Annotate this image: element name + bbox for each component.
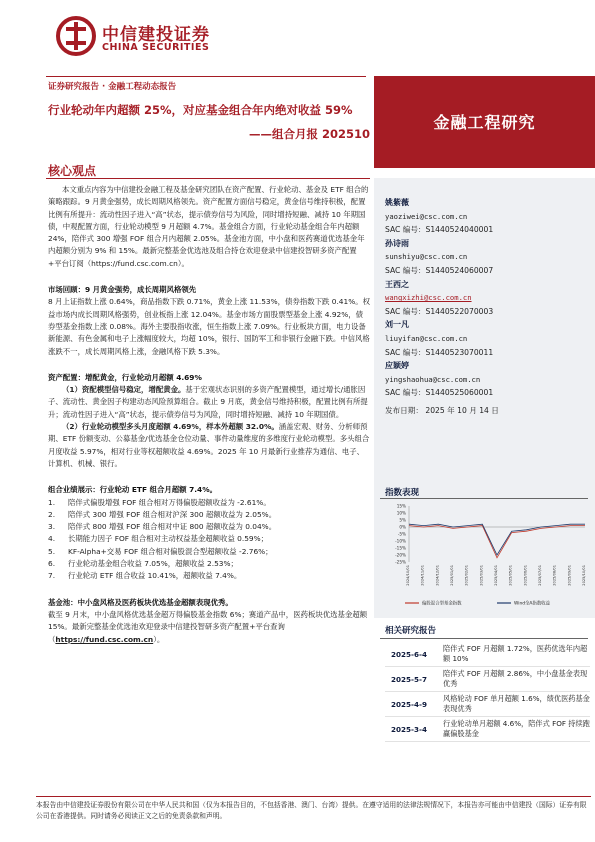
related-title: 陪伴式 FOF 月超额 1.72%，医药优选年内超额 10% bbox=[443, 644, 588, 663]
y-tick-label: -15% bbox=[395, 545, 406, 551]
table-row[interactable] bbox=[385, 667, 590, 692]
list-item-number: 1. bbox=[48, 497, 56, 507]
table-row[interactable] bbox=[385, 692, 590, 717]
allocation-p2-body: 涵盖宏观、财务、分析师预期、ETF 份额变动、公募基金/优选基金仓位动量、事件动量维度的多维度行业轮动模型。多头组合月度收益 5.97%，相对行业等权超额收益 4.69%。2025 年 10 月最新行业推荐为通信、电子、计算机、机械、银行。 bbox=[48, 422, 370, 468]
list-item bbox=[48, 558, 370, 570]
series-line-1 bbox=[409, 524, 585, 555]
index-heading: 指数表现 bbox=[385, 488, 420, 498]
footer-divider bbox=[36, 796, 591, 797]
index-divider bbox=[380, 498, 588, 499]
related-date: 2025-6-4 bbox=[391, 649, 427, 659]
allocation-paragraph-2 bbox=[48, 421, 370, 470]
related-date: 2025-4-9 bbox=[391, 699, 427, 709]
series-line-0 bbox=[409, 526, 585, 558]
allocation-paragraph-1 bbox=[48, 384, 370, 421]
pool-paragraph bbox=[48, 609, 370, 646]
core-divider bbox=[46, 178, 370, 179]
x-tick-label: 2025/05/01 bbox=[508, 565, 513, 586]
related-date: 2025-3-4 bbox=[391, 724, 427, 734]
analyst-sac: SAC 编号：S1440525060001 bbox=[385, 388, 494, 398]
report-headline: 行业轮动年内超额 25%，对应基金组合年内绝对收益 59% bbox=[48, 103, 353, 117]
list-item-number: 5. bbox=[48, 546, 56, 556]
x-tick-label: 2025/08/01 bbox=[552, 565, 557, 586]
analyst-card bbox=[385, 196, 590, 237]
market-heading: 市场回顾：9 月黄金强势，成长周期风格领先 bbox=[48, 285, 197, 295]
pool-body: 截至 9 月末，中小盘风格优选基金超万得偏股基金指数 6%；赛道产品中，医药板块优选基金超额 15%。最新完整基金优选池欢迎登录中信建投智研多资产配置+平台查询（ bbox=[48, 609, 368, 644]
list-item-text: 陪伴式 800 增强 FOF 组合相对中证 800 超额收益为 0.04%。 bbox=[68, 522, 277, 532]
portfolio-heading: 组合业绩展示：行业轮动 ETF 组合月超额 7.4%。 bbox=[48, 485, 217, 495]
disclaimer-footer: 本报告由中信建投证券股份有限公司在中华人民共和国（仅为本报告目的，不包括香港、澳门、台湾）提供。在遵守适用的法律法规情况下，本报告亦可能由中信建投（国际）证券有限公司在香港提供。同时请务必阅读正文之后的免责条款和声明。 bbox=[36, 801, 587, 820]
x-tick-label: 2024/11/01 bbox=[420, 565, 425, 586]
x-tick-label: 2025/03/01 bbox=[479, 565, 484, 586]
y-tick-label: -5% bbox=[397, 531, 406, 537]
y-tick-label: -25% bbox=[395, 559, 406, 565]
company-name-en: CHINA SECURITIES bbox=[102, 42, 210, 53]
allocation-heading: 资产配置：增配黄金，行业轮动月超额 4.69% bbox=[48, 372, 202, 382]
fund-platform-link[interactable]: https://fund.csc.com.cn bbox=[55, 634, 154, 644]
analyst-sac: SAC 编号：S1440524060007 bbox=[385, 265, 494, 275]
y-tick-label: 15% bbox=[396, 503, 406, 509]
analyst-name: 王西之 bbox=[385, 279, 409, 289]
pool-tail: ）。 bbox=[153, 634, 165, 644]
list-item bbox=[48, 533, 370, 545]
company-name-cn: 中信建投证券 bbox=[102, 25, 210, 45]
analyst-card bbox=[385, 278, 590, 319]
list-item-number: 4. bbox=[48, 534, 56, 544]
x-tick-label: 2024/10/01 bbox=[406, 565, 410, 586]
list-item-text: 长期能力因子 FOF 组合相对主动权益基金超额收益 0.59%； bbox=[68, 534, 269, 544]
list-item-text: 陪伴式偏股增强 FOF 组合相对万得偏股超额收益为 -2.61%。 bbox=[68, 497, 271, 507]
list-item-text: 行业轮动 ETF 组合收益 10.41%，超额收益 7.4%。 bbox=[68, 571, 242, 581]
section-banner-title: 金融工程研究 bbox=[433, 113, 536, 132]
allocation-p1-label: （1）资配模型信号稳定，增配黄金。 bbox=[62, 385, 186, 395]
pool-heading: 基金池：中小盘风格及医药板块优选基金超额表现优秀。 bbox=[48, 597, 233, 607]
related-divider bbox=[380, 638, 588, 639]
analyst-email[interactable]: liuyifan@csc.com.cn bbox=[385, 333, 468, 343]
list-item-number: 2. bbox=[48, 509, 56, 519]
portfolio-list bbox=[48, 497, 370, 583]
list-item-text: 陪伴式 300 增强 FOF 组合相对沪深 300 超额收益为 2.05%。 bbox=[68, 509, 277, 519]
publish-date: 发布日期： 2025 年 10 月 14 日 bbox=[385, 405, 499, 415]
list-item bbox=[48, 546, 370, 558]
analyst-name: 孙诗雨 bbox=[385, 238, 409, 248]
list-item bbox=[48, 570, 370, 582]
list-item-number: 7. bbox=[48, 571, 56, 581]
analyst-name: 应颖婷 bbox=[385, 361, 409, 371]
legend-label: 偏股混合型基金指数 bbox=[422, 601, 462, 607]
analyst-email[interactable]: sunshiyu@csc.com.cn bbox=[385, 252, 468, 262]
related-title: 行业轮动单月超额 4.6%，陪伴式 FOF 持续跑赢偏股基金 bbox=[443, 719, 590, 738]
x-tick-label: 2025/07/01 bbox=[538, 565, 542, 586]
y-tick-label: 10% bbox=[396, 510, 406, 516]
x-tick-label: 2024/12/01 bbox=[435, 565, 440, 586]
company-logo bbox=[56, 14, 236, 62]
y-tick-label: 0% bbox=[399, 524, 406, 530]
x-tick-label: 2025/01/01 bbox=[450, 565, 454, 586]
table-row[interactable] bbox=[385, 717, 590, 742]
analyst-sac: SAC 编号：S1440523070011 bbox=[385, 347, 494, 357]
y-tick-label: -10% bbox=[395, 538, 406, 544]
market-paragraph: 8 月上证指数上涨 0.64%，商品指数下跌 0.71%，黄金上涨 11.53%，债券指数下跌 0.41%。权益市场内成长周期风格强势，创业板指上涨 12.04%。基金市场方面股票型基金上涨 4.92%，债券型基金指数上涨 0.08%。海外主要股指收涨，恒生指数上涨 7.09%。行业板块方面，电力设备新能源、有色金属和电子上涨幅度较大，均超 10%，银行、国防军工和非银行金融下跌。中信风格涨跌不一，成长周期风格上涨，金融风格下跌 5.3%。 bbox=[48, 297, 371, 356]
company-logo-icon bbox=[56, 16, 96, 56]
allocation-p2-label: （2）行业轮动模型多头月度超额 4.69%，样本外超额 32.0%。 bbox=[62, 422, 279, 432]
x-tick-label: 2025/10/01 bbox=[582, 565, 586, 586]
list-item-number: 6. bbox=[48, 559, 56, 569]
analyst-sac: SAC 编号：S1440524040001 bbox=[385, 225, 494, 235]
list-item bbox=[48, 521, 370, 533]
table-row[interactable] bbox=[385, 642, 590, 667]
y-tick-label: -20% bbox=[395, 552, 406, 558]
analyst-card bbox=[385, 359, 590, 400]
x-tick-label: 2025/04/01 bbox=[494, 565, 498, 586]
analyst-email[interactable]: yingshaohua@csc.com.cn bbox=[385, 374, 481, 384]
x-tick-label: 2025/02/01 bbox=[464, 565, 469, 586]
analyst-card bbox=[385, 237, 590, 278]
legend-label: Wind全A指数收益 bbox=[514, 601, 550, 607]
related-heading: 相关研究报告 bbox=[385, 626, 437, 636]
analyst-name: 刘一凡 bbox=[385, 320, 409, 330]
list-item-number: 3. bbox=[48, 522, 56, 532]
analyst-sac: SAC 编号：S1440522070003 bbox=[385, 306, 494, 316]
analyst-sidebar bbox=[385, 196, 590, 418]
x-tick-label: 2025/06/01 bbox=[523, 565, 528, 586]
core-heading: 核心观点 bbox=[48, 164, 97, 178]
related-title: 陪伴式 FOF 月超额 2.86%，中小盘基金表现优秀 bbox=[443, 669, 588, 688]
related-date: 2025-5-7 bbox=[391, 674, 427, 684]
list-item bbox=[48, 509, 370, 521]
header-divider bbox=[46, 76, 366, 77]
related-reports-table bbox=[385, 642, 590, 742]
report-category: 证券研究报告 · 金融工程动态报告 bbox=[48, 82, 177, 92]
index-performance-chart bbox=[385, 502, 590, 610]
report-subtitle: ——组合月报 202510 bbox=[248, 127, 370, 141]
analyst-email[interactable]: yaoziwei@csc.com.cn bbox=[385, 211, 468, 221]
list-item-text: KF-Alpha+交易 FOF 组合相对偏股混合型超额收益 -2.76%； bbox=[68, 546, 273, 556]
intro-paragraph: 本文重点内容为中信建投金融工程及基金研究团队在资产配置、行业轮动、基金及 ETF 组合的策略跟踪。9 月黄金强势，成长周期风格领先。资产配置方面信号稳定，黄金信号维持积极，配置比例有所提升：流动性因子进入“高”状态，提示债券信号为风险，同时增持短融、减持 10 年期国债，中观配置方面，行业轮动模型 9 月超额 4.7%。基金组合方面，行业轮动基金组合年内超额 24%，陪伴式 300 增强 FOF 组合月内超额 2.05%。基金池方面，中小盘和医药赛道优选基金年内超额分别为 9% 和 15%。最新完整基金优选池及组合持仓欢迎登录中信建投智研多资产配置+平台订阅（https://fund.csc.com.cn）。 bbox=[48, 185, 369, 268]
x-tick-label: 2025/09/01 bbox=[567, 565, 572, 586]
list-item-text: 行业轮动基金组合收益 7.05%，超额收益 2.53%； bbox=[68, 559, 238, 569]
list-item bbox=[48, 497, 370, 509]
y-tick-label: 5% bbox=[399, 517, 406, 523]
analyst-card bbox=[385, 318, 590, 359]
analyst-name: 姚紫薇 bbox=[385, 198, 409, 207]
allocation-p1-body: 基于宏观状态识别的多资产配置模型，通过增长/通胀因子、流动性、黄金因子构建动态风险预算组合。截止 9 月底，黄金信号维持积极，配置比例有所提升；流动性因子进入“高”状态，提示债券信号为风险，同时增持短融、减持 10 年期国债。 bbox=[48, 385, 368, 419]
related-title: 风格轮动 FOF 单月超额 1.6%，绩优医药基金表现优秀 bbox=[443, 694, 590, 713]
main-body bbox=[48, 184, 370, 646]
analyst-email[interactable]: wangxizhi@csc.com.cn bbox=[385, 293, 472, 303]
